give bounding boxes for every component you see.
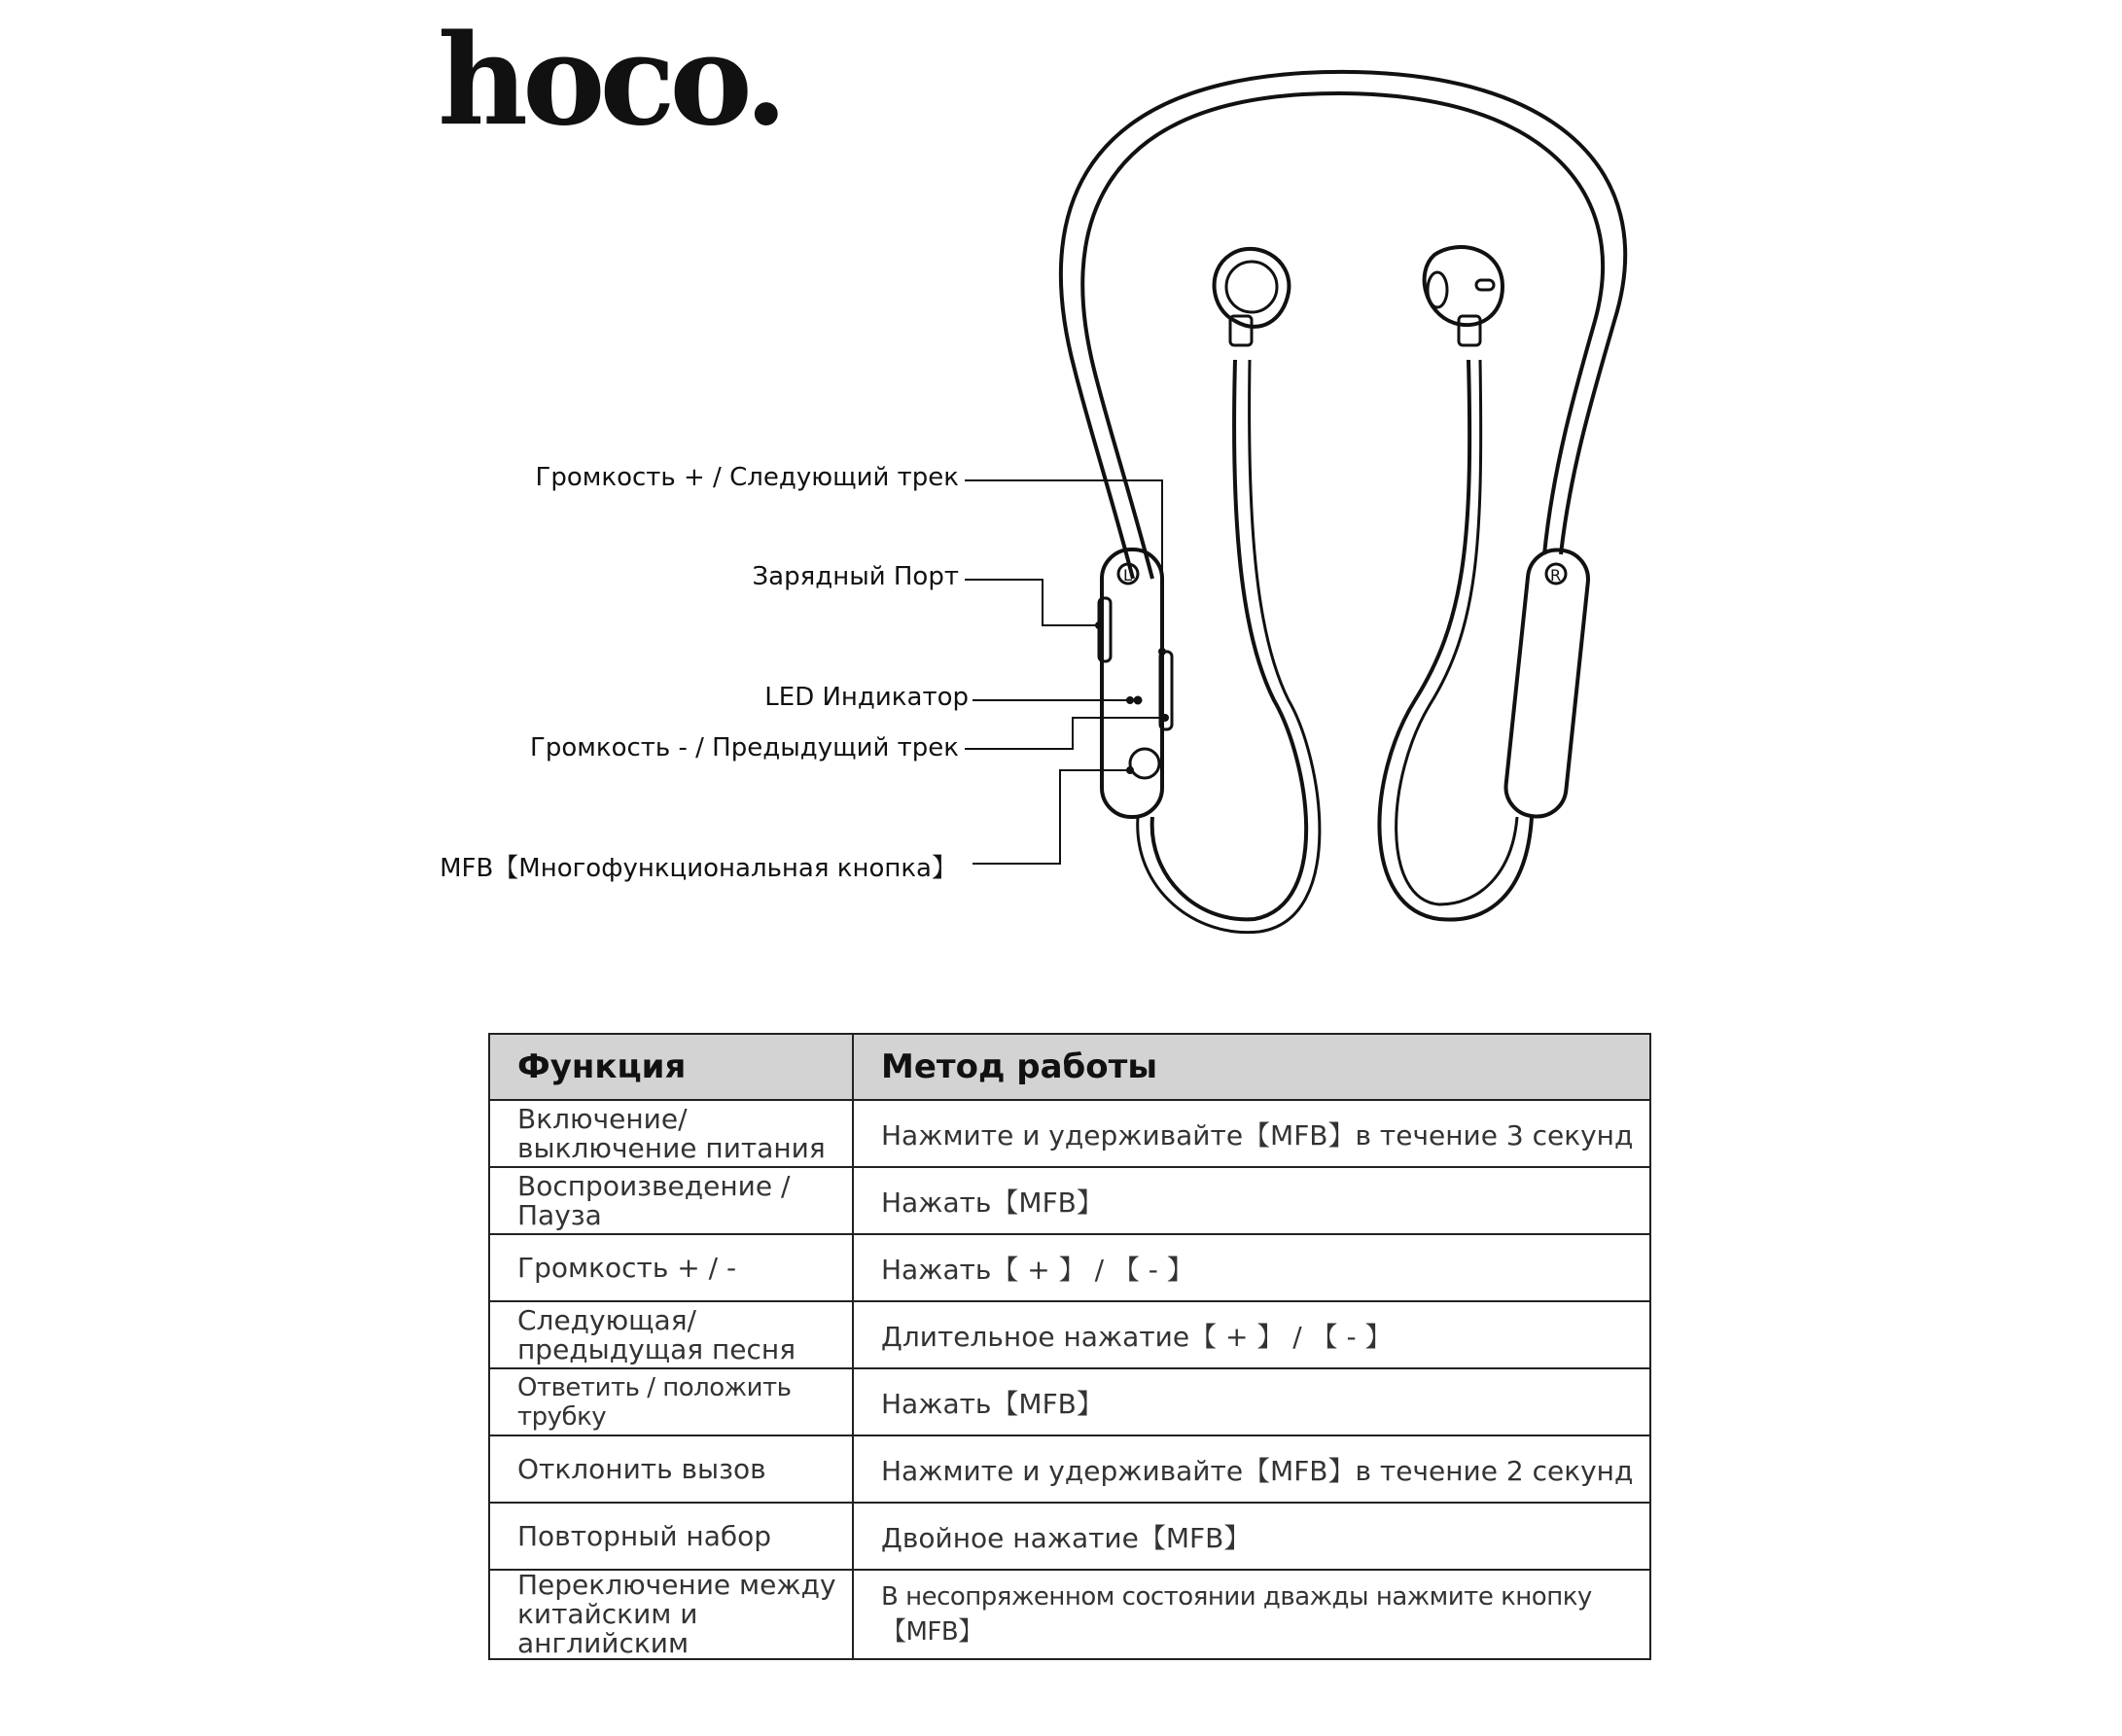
table-row <box>489 1301 1650 1368</box>
callout-led-indicator: LED Индикатор <box>764 683 969 712</box>
method-cell: Нажмите и удерживайте【MFB】в течение 3 секунд <box>853 1100 1650 1167</box>
leader-dot-led <box>1126 696 1134 704</box>
function-cell: Следующая/ предыдущая песня <box>489 1301 853 1368</box>
callout-mfb: MFB【Многофункциональная кнопка】 <box>440 854 957 883</box>
leader-dot-volume-up <box>1158 648 1166 655</box>
function-cell: Отклонить вызов <box>489 1435 853 1503</box>
method-cell: Длительное нажатие【 + 】 / 【 - 】 <box>853 1301 1650 1368</box>
header-method: Метод работы <box>853 1034 1650 1100</box>
callout-charging-port: Зарядный Порт <box>752 562 959 591</box>
leader-line-mfb <box>973 770 1130 864</box>
table-row <box>489 1435 1650 1503</box>
table-row <box>489 1503 1650 1570</box>
leader-dot-mfb <box>1126 766 1134 774</box>
function-cell: Воспроизведение / Пауза <box>489 1167 853 1234</box>
function-table <box>488 1033 1651 1660</box>
brand-logo: hoco. <box>438 8 783 154</box>
function-cell: Переключение между китайским и английским <box>489 1570 853 1659</box>
leader-dot-charging-port <box>1095 621 1103 629</box>
method-cell: Нажать【MFB】 <box>853 1368 1650 1435</box>
method-cell: Двойное нажатие【MFB】 <box>853 1503 1650 1570</box>
leader-line-volume-down <box>965 718 1165 749</box>
right-control-pod <box>1503 547 1591 819</box>
led-indicator-icon <box>1135 697 1141 703</box>
function-cell: Громкость + / - <box>489 1234 853 1301</box>
right-earbud <box>1425 247 1503 325</box>
neckband-inner <box>1082 93 1603 579</box>
earbud-right-mark: R <box>1550 566 1562 585</box>
table-row <box>489 1167 1650 1234</box>
table-row <box>489 1100 1650 1167</box>
left-lower-cable-inner <box>1138 360 1320 933</box>
table-header-row <box>489 1034 1650 1100</box>
earbud-left-mark: L <box>1123 566 1132 585</box>
right-earbud-button <box>1476 280 1494 290</box>
table-row <box>489 1234 1650 1301</box>
callout-volume-up-next: Громкость + / Следующий трек <box>535 463 959 492</box>
neckband-outer <box>1061 72 1625 579</box>
table-row <box>489 1368 1650 1435</box>
left-lower-cable <box>1152 360 1306 919</box>
leader-dot-volume-down <box>1161 714 1169 722</box>
table-row <box>489 1570 1650 1659</box>
method-cell: В несопряженном состоянии дважды нажмите кнопку【MFB】 <box>853 1570 1650 1659</box>
right-earbud-tip <box>1428 272 1447 307</box>
callout-volume-down-prev: Громкость - / Предыдущий трек <box>529 733 959 762</box>
leader-line-charging-port <box>965 580 1099 625</box>
function-cell: Ответить / положить трубку <box>489 1368 853 1435</box>
right-earbud-stem <box>1459 316 1480 345</box>
function-cell: Включение/выключение питания <box>489 1100 853 1167</box>
method-cell: Нажать【MFB】 <box>853 1167 1650 1234</box>
left-earbud-driver <box>1226 262 1277 312</box>
header-function: Функция <box>489 1034 853 1100</box>
right-lower-cable <box>1379 360 1532 920</box>
mfb-button-icon <box>1130 749 1159 778</box>
method-cell: Нажмите и удерживайте【MFB】в течение 2 секунд <box>853 1435 1650 1503</box>
function-cell: Повторный набор <box>489 1503 853 1570</box>
right-lower-cable-inner <box>1397 360 1517 904</box>
method-cell: Нажать【 + 】 / 【 - 】 <box>853 1234 1650 1301</box>
